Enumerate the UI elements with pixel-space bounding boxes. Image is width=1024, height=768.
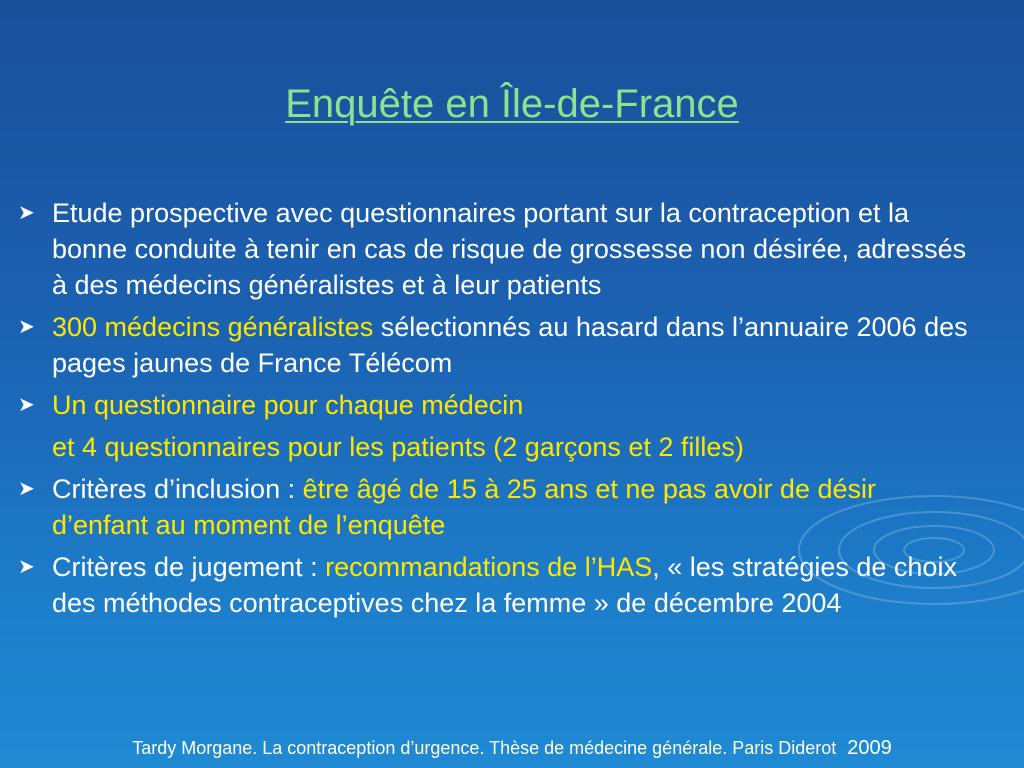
bullet-highlight: être âgé de 15 à 25 ans et ne pas avoir de désir d’enfant au moment de l’enquête (52, 474, 876, 540)
bullet-text: Critères de jugement : (52, 552, 326, 582)
arrow-bullet-icon: ➤ (18, 394, 35, 416)
bullet-text: Critères d’inclusion : (52, 474, 303, 504)
bullet-item (18, 471, 978, 543)
bullet-item (18, 387, 978, 423)
arrow-bullet-icon: ➤ (18, 478, 35, 500)
slide-title: Enquête en Île-de-France (285, 82, 739, 126)
slide-footer (0, 737, 1024, 760)
footer-year: 2009 (847, 737, 892, 759)
footer-citation: Tardy Morgane. La contraception d’urgence. Thèse de médecine générale. Paris Diderot (132, 738, 837, 758)
arrow-bullet-icon: ➤ (18, 556, 35, 578)
arrow-bullet-icon: ➤ (18, 316, 35, 338)
bullet-highlight: et 4 questionnaires pour les patients (2 garçons et 2 filles) (52, 432, 744, 462)
bullet-highlight: Un questionnaire pour chaque médecin (52, 390, 524, 420)
bullet-text: Etude prospective avec questionnaires portant sur la contraception et la bonne conduite à tenir en cas de risque de grossesse non désirée, adressés à des médecins généralistes et à leur patients (52, 198, 967, 300)
bullet-text: , « les stratégies de choix des méthodes contraceptives chez la femme » de décembre 2004 (52, 552, 957, 618)
arrow-bullet-icon: ➤ (18, 202, 35, 224)
bullet-continuation (18, 429, 978, 465)
bullet-highlight: recommandations de l’HAS (325, 552, 653, 582)
bullet-text: sélectionnés au hasard dans l’annuaire 2006 des pages jaunes de France Télécom (52, 312, 968, 378)
bullet-item (18, 549, 978, 621)
bullet-item (18, 195, 978, 303)
bullet-highlight: 300 médecins généralistes (52, 312, 374, 342)
bullet-list (18, 195, 978, 627)
bullet-item (18, 309, 978, 381)
